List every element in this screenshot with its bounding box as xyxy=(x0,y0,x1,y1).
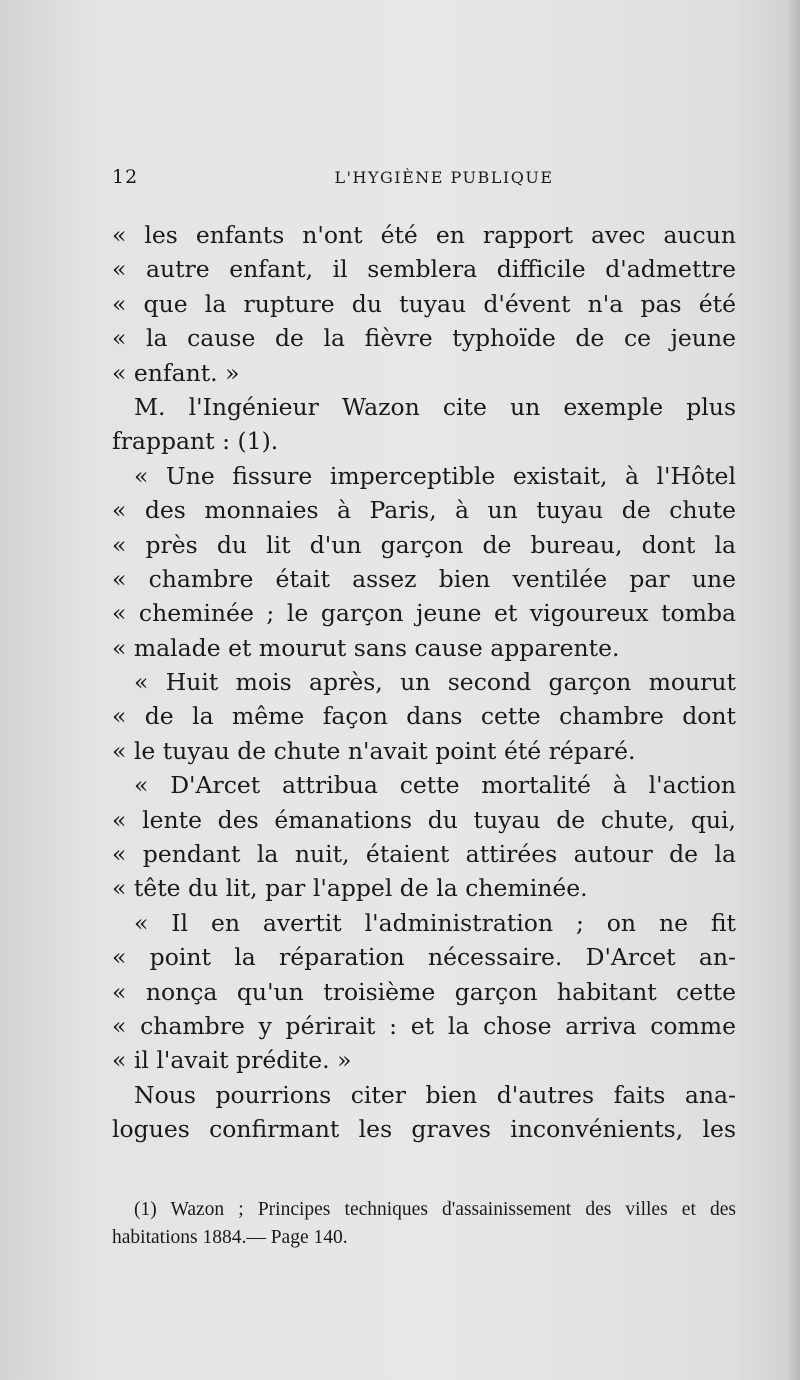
text-line: « le tuyau de chute n'avait point été réparé. xyxy=(112,736,636,765)
running-title: L'HYGIÈNE PUBLIQUE xyxy=(334,168,554,187)
text-line: « Il en avertit l'administration ; on ne fit xyxy=(134,908,736,937)
text-line: « tête du lit, par l'appel de la cheminée. xyxy=(112,874,588,903)
text-line: « chambre y périrait : et la chose arriva comme xyxy=(112,1011,736,1040)
text-line: « D'Arcet attribua cette mortalité à l'action xyxy=(134,771,736,800)
text-line: « près du lit d'un garçon de bureau, dont la xyxy=(112,530,736,559)
text-line: logues confirmant les graves inconvénients, les xyxy=(112,1115,736,1144)
text-line: « de la même façon dans cette chambre dont xyxy=(112,702,736,731)
page-header xyxy=(112,166,736,194)
body-text xyxy=(112,218,736,1147)
text-line: « enfant. » xyxy=(112,358,240,387)
page-number: 12 xyxy=(112,166,139,188)
text-line: « des monnaies à Paris, à un tuyau de chute xyxy=(112,496,736,525)
text-line: « les enfants n'ont été en rapport avec aucun xyxy=(112,221,736,249)
text-line: « point la réparation nécessaire. D'Arcet an- xyxy=(112,943,736,972)
text-line: « autre enfant, il semblera difficile d'admettre xyxy=(112,255,736,284)
text-line: frappant : (1). xyxy=(112,427,279,456)
footnote-line: (1) Wazon ; Principes techniques d'assainissement des villes et des xyxy=(134,1199,736,1220)
page-edge-shadow xyxy=(786,0,800,1380)
text-line: « chambre était assez bien ventilée par une xyxy=(112,564,736,593)
text-line: « malade et mourut sans cause apparente. xyxy=(112,633,620,662)
text-line: Nous pourrions citer bien d'autres faits ana- xyxy=(134,1080,736,1109)
footnote xyxy=(112,1196,736,1252)
text-line: « Huit mois après, un second garçon mourut xyxy=(134,668,736,697)
text-line: « nonça qu'un troisième garçon habitant cette xyxy=(112,977,736,1006)
text-line: « la cause de la fièvre typhoïde de ce jeune xyxy=(112,324,736,353)
text-line: « cheminée ; le garçon jeune et vigoureux tomba xyxy=(112,599,736,628)
text-line: « il l'avait prédite. » xyxy=(112,1046,352,1075)
text-line: « pendant la nuit, étaient attirées autour de la xyxy=(112,840,736,869)
text-line: « lente des émanations du tuyau de chute, qui, xyxy=(112,805,736,834)
text-line: « Une fissure imperceptible existait, à l'Hôtel xyxy=(134,461,736,490)
text-line: M. l'Ingénieur Wazon cite un exemple plus xyxy=(134,392,736,421)
text-line: « que la rupture du tuyau d'évent n'a pas été xyxy=(112,289,736,318)
footnote-line: habitations 1884.— Page 140. xyxy=(112,1227,348,1248)
